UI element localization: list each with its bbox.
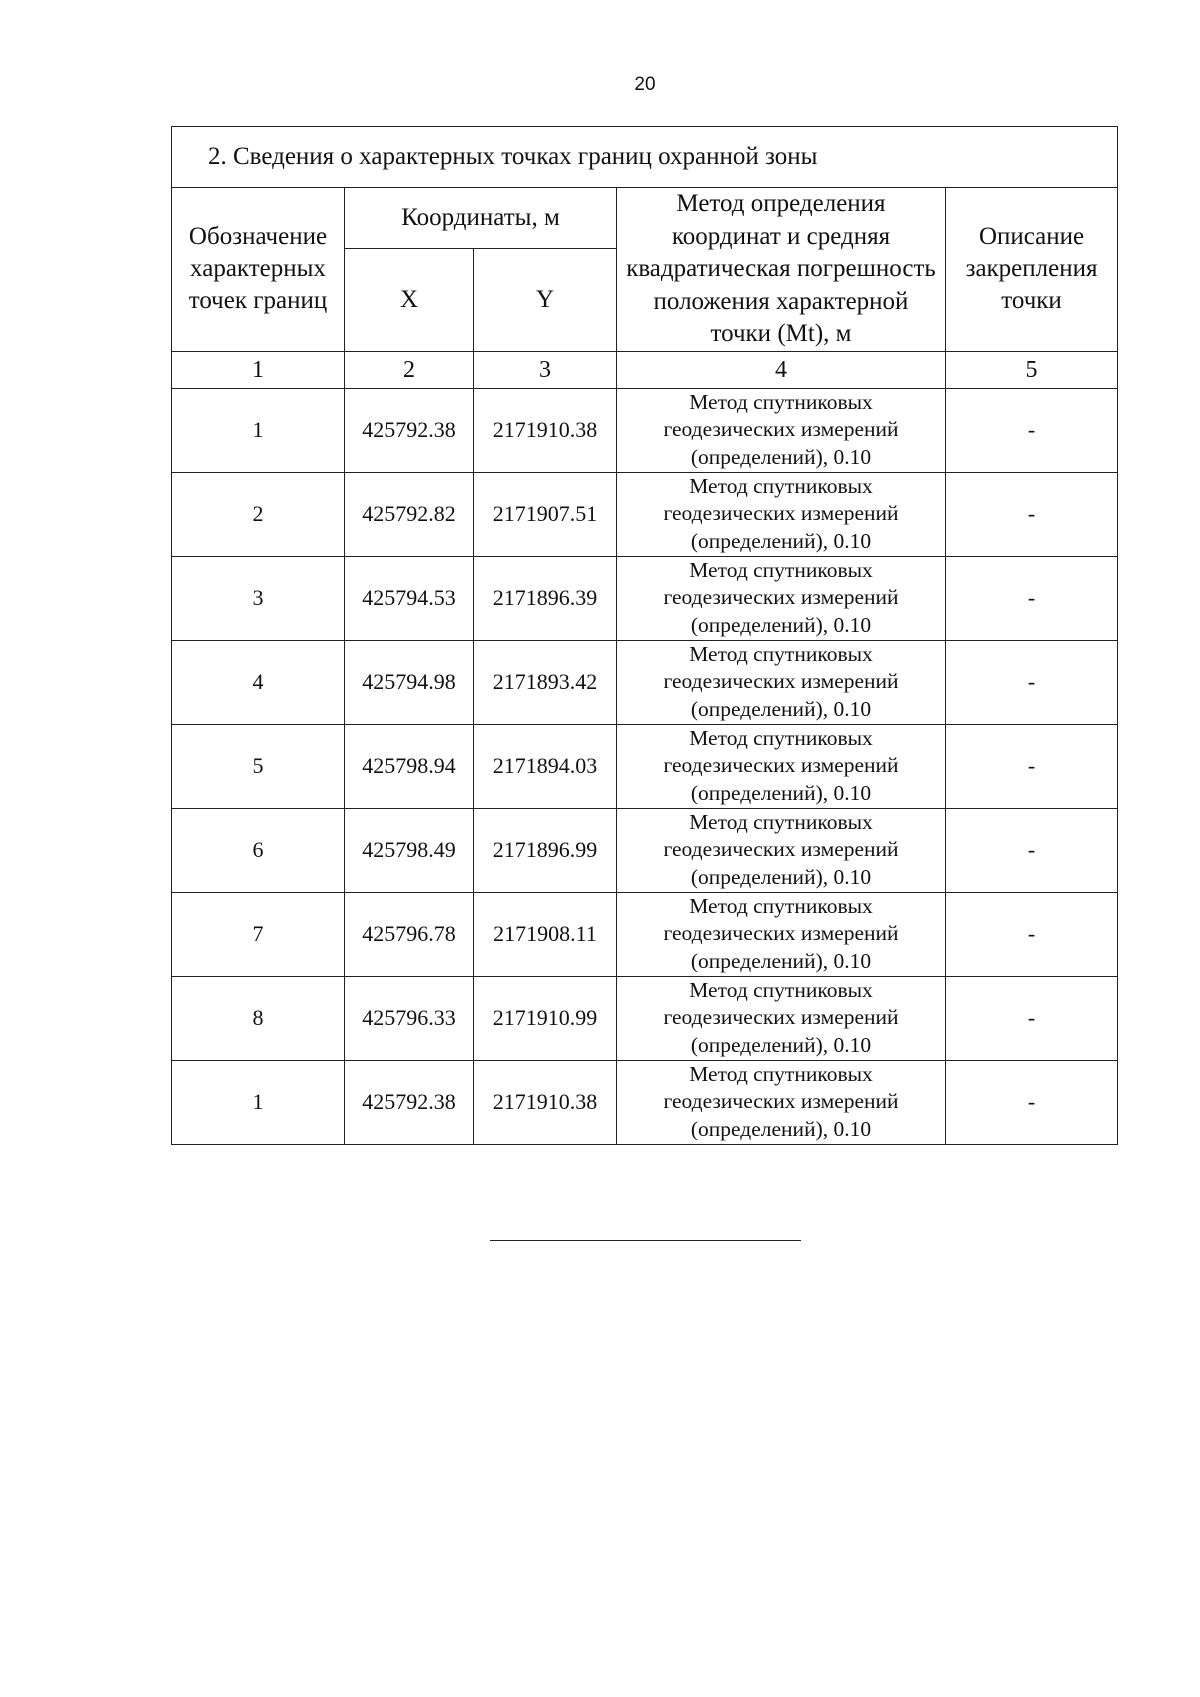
header-row bbox=[172, 188, 1118, 249]
bottom-rule bbox=[490, 1240, 801, 1241]
cell-y: 2171910.99 bbox=[474, 976, 617, 1060]
cell-x: 425794.98 bbox=[345, 640, 474, 724]
cell-description: - bbox=[946, 976, 1118, 1060]
cell-description: - bbox=[946, 808, 1118, 892]
page-number: 20 bbox=[634, 74, 656, 95]
boundary-points-table bbox=[171, 126, 1118, 1145]
cell-description: - bbox=[946, 1060, 1118, 1144]
cell-x: 425792.38 bbox=[345, 388, 474, 472]
table-row bbox=[172, 388, 1118, 472]
section-title: 2. Сведения о характерных точках границ охранной зоны bbox=[172, 127, 1118, 188]
cell-point: 8 bbox=[172, 976, 345, 1060]
cell-point: 1 bbox=[172, 388, 345, 472]
cell-y: 2171908.11 bbox=[474, 892, 617, 976]
cell-method: Метод спутниковых геодезических измерений (определений), 0.10 bbox=[617, 388, 946, 472]
cell-description: - bbox=[946, 388, 1118, 472]
cell-point: 7 bbox=[172, 892, 345, 976]
cell-method: Метод спутниковых геодезических измерений (определений), 0.10 bbox=[617, 892, 946, 976]
cell-y: 2171893.42 bbox=[474, 640, 617, 724]
cell-y: 2171910.38 bbox=[474, 1060, 617, 1144]
cell-x: 425792.38 bbox=[345, 1060, 474, 1144]
table-row bbox=[172, 1060, 1118, 1144]
section-title-row bbox=[172, 127, 1118, 188]
cell-method: Метод спутниковых геодезических измерений (определений), 0.10 bbox=[617, 976, 946, 1060]
cell-description: - bbox=[946, 640, 1118, 724]
table-row bbox=[172, 892, 1118, 976]
table-row bbox=[172, 472, 1118, 556]
table-row bbox=[172, 976, 1118, 1060]
cell-y: 2171896.39 bbox=[474, 556, 617, 640]
cell-method: Метод спутниковых геодезических измерений (определений), 0.10 bbox=[617, 472, 946, 556]
cell-x: 425794.53 bbox=[345, 556, 474, 640]
header-method: Метод определения координат и средняя квадратическая погрешность положения характерной точки (Mt), м bbox=[617, 188, 946, 352]
cell-method: Метод спутниковых геодезических измерений (определений), 0.10 bbox=[617, 724, 946, 808]
cell-description: - bbox=[946, 556, 1118, 640]
table-row bbox=[172, 556, 1118, 640]
cell-description: - bbox=[946, 472, 1118, 556]
column-number: 3 bbox=[474, 351, 617, 388]
cell-x: 425798.49 bbox=[345, 808, 474, 892]
cell-description: - bbox=[946, 892, 1118, 976]
cell-point: 6 bbox=[172, 808, 345, 892]
cell-y: 2171910.38 bbox=[474, 388, 617, 472]
cell-x: 425792.82 bbox=[345, 472, 474, 556]
header-x: X bbox=[345, 249, 474, 351]
cell-y: 2171896.99 bbox=[474, 808, 617, 892]
table-row bbox=[172, 724, 1118, 808]
header-y: Y bbox=[474, 249, 617, 351]
cell-point: 5 bbox=[172, 724, 345, 808]
cell-y: 2171907.51 bbox=[474, 472, 617, 556]
cell-x: 425796.78 bbox=[345, 892, 474, 976]
header-description: Описание закрепления точки bbox=[946, 188, 1118, 352]
header-coordinates: Координаты, м bbox=[345, 188, 617, 249]
cell-method: Метод спутниковых геодезических измерений (определений), 0.10 bbox=[617, 808, 946, 892]
cell-method: Метод спутниковых геодезических измерений (определений), 0.10 bbox=[617, 640, 946, 724]
cell-x: 425796.33 bbox=[345, 976, 474, 1060]
column-number-row bbox=[172, 351, 1118, 388]
cell-description: - bbox=[946, 724, 1118, 808]
cell-point: 4 bbox=[172, 640, 345, 724]
column-number: 1 bbox=[172, 351, 345, 388]
cell-point: 3 bbox=[172, 556, 345, 640]
column-number: 2 bbox=[345, 351, 474, 388]
table-row bbox=[172, 640, 1118, 724]
column-number: 5 bbox=[946, 351, 1118, 388]
cell-method: Метод спутниковых геодезических измерений (определений), 0.10 bbox=[617, 556, 946, 640]
cell-point: 1 bbox=[172, 1060, 345, 1144]
cell-y: 2171894.03 bbox=[474, 724, 617, 808]
header-point-label: Обозначение характерных точек границ bbox=[172, 188, 345, 352]
column-number: 4 bbox=[617, 351, 946, 388]
table-row bbox=[172, 808, 1118, 892]
cell-method: Метод спутниковых геодезических измерений (определений), 0.10 bbox=[617, 1060, 946, 1144]
cell-point: 2 bbox=[172, 472, 345, 556]
cell-x: 425798.94 bbox=[345, 724, 474, 808]
